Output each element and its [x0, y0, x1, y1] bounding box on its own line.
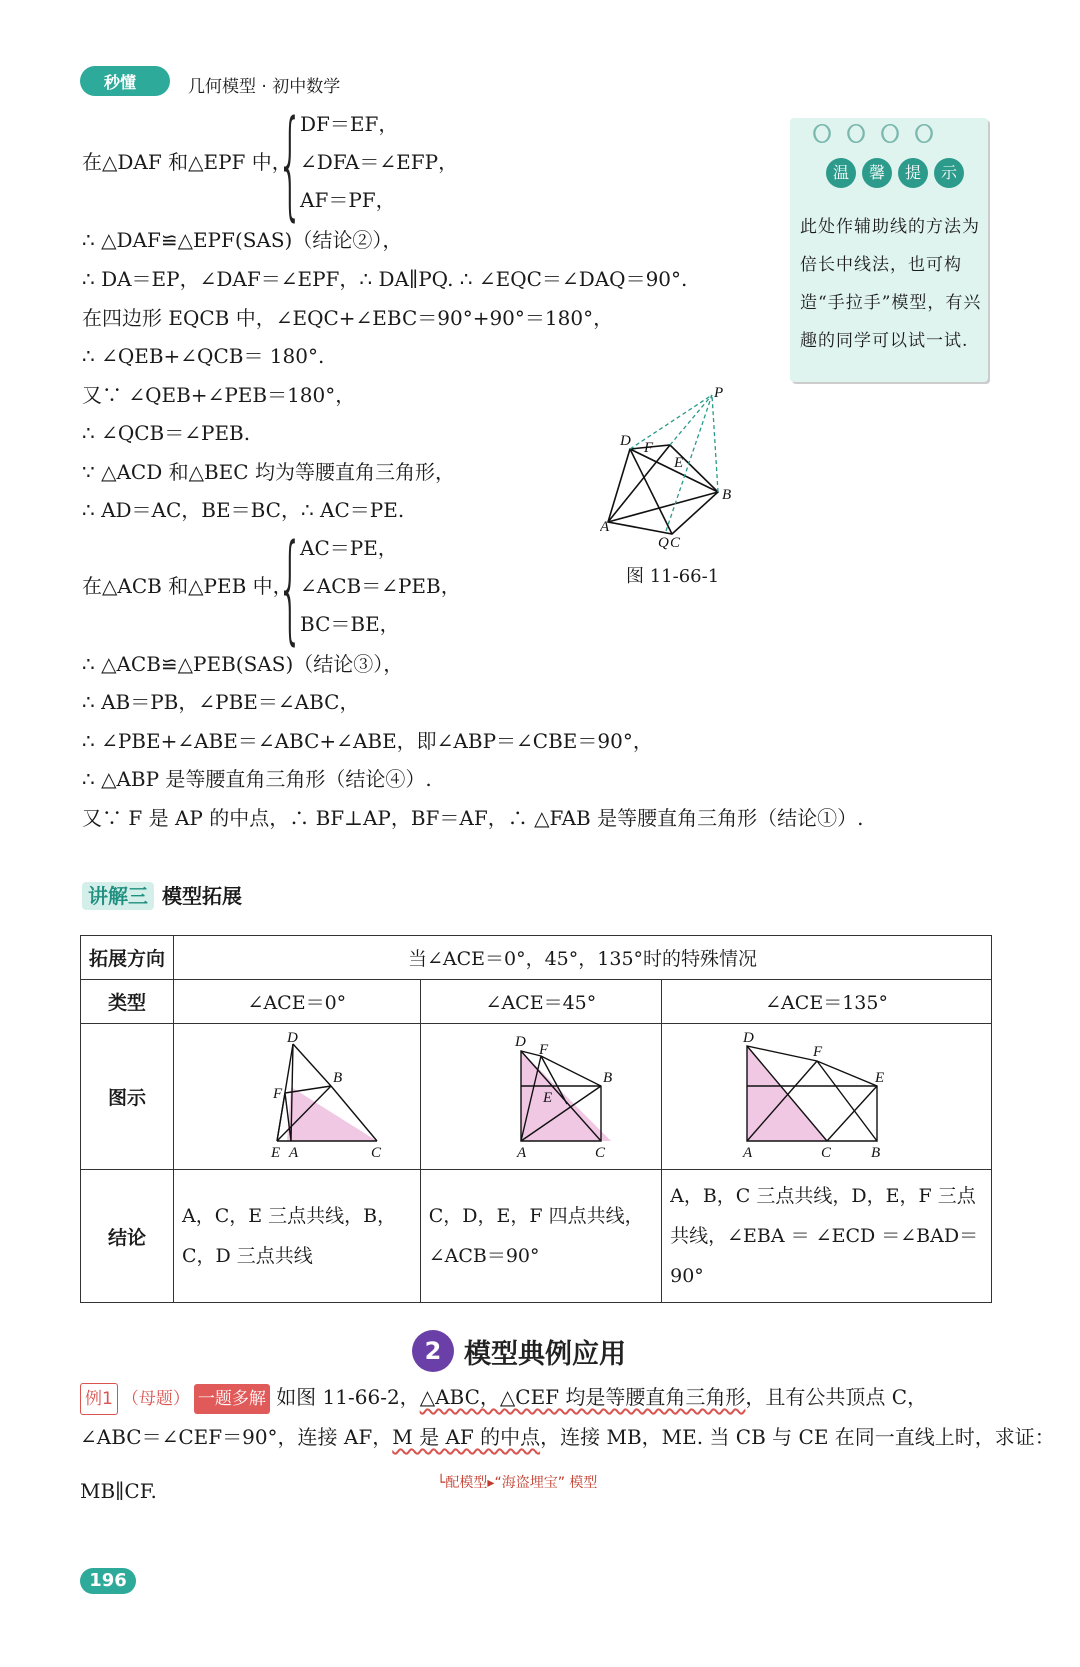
- fig-label: B: [870, 1145, 880, 1161]
- fig1-label: E: [674, 455, 684, 471]
- fig1-dashed: [630, 395, 712, 449]
- fig1-label: P: [714, 385, 724, 401]
- fig1-label: C: [670, 535, 681, 550]
- brace-icon: {: [277, 518, 304, 656]
- section-2-heading: [412, 1330, 626, 1372]
- tip-title-char: 提: [898, 158, 928, 188]
- table-conclusion: C，D，E，F 四点共线，∠ACB＝90°: [420, 1170, 661, 1303]
- proof-sys1-line: AF＝PF，: [300, 188, 396, 212]
- fig1-label: Q: [658, 535, 669, 550]
- proof-line: 又∵ F 是 AP 的中点，∴ BF⊥AP，BF＝AF，∴ △FAB 是等腰直角三角形（结论①）.: [82, 806, 864, 830]
- table-figure-cell: [420, 1024, 661, 1170]
- model-extension-table: [80, 935, 992, 1303]
- brace-icon: {: [277, 94, 304, 232]
- example-text: 如图 11-66-2，: [276, 1385, 420, 1409]
- model-note: └配模型▸“海盗埋宝” 模型: [437, 1475, 598, 1491]
- fig-label: E: [874, 1070, 884, 1086]
- example-multi-solution-tag: 一题多解: [194, 1384, 270, 1414]
- proof-sys1-line: ∠DFA＝∠EFP，: [300, 150, 459, 174]
- proof-sys2-line: AC＝PE，: [300, 536, 398, 560]
- fig-label: F: [538, 1042, 549, 1058]
- table-figure-cell: [174, 1024, 421, 1170]
- fig-label: A: [742, 1145, 752, 1161]
- fig-label: E: [542, 1090, 553, 1106]
- tip-text: 此处作辅助线的方法为倍长中线法，也可构造“手拉手”模型，有兴趣的同学可以试一试.: [800, 217, 982, 351]
- example-text-underlined: △ABC，△CEF 均是等腰直角三角形: [419, 1385, 746, 1409]
- section-2-title: 模型典例应用: [464, 1338, 626, 1370]
- header-logo-badge: [80, 66, 170, 96]
- fig1-label: A: [600, 519, 610, 535]
- tip-title-char: 馨: [862, 158, 892, 188]
- fig-shaded: [521, 1051, 611, 1141]
- figure-caption: 图 11-66-1: [626, 566, 720, 587]
- example-line: MB∥CF.: [80, 1479, 157, 1503]
- fig-line: [827, 1086, 877, 1141]
- section-title: 模型拓展: [162, 884, 242, 908]
- fig-shaded: [287, 1087, 377, 1141]
- fig-label: D: [286, 1030, 298, 1046]
- proof-line: ∴ AD＝AC，BE＝BC，∴ AC＝PE.: [82, 498, 405, 522]
- fig-label: E: [270, 1145, 281, 1161]
- table-type: ∠ACE＝135°: [662, 980, 992, 1024]
- example-tag: 例1: [80, 1383, 118, 1415]
- fig-label: B: [332, 1070, 343, 1086]
- example-text-underlined: M 是 AF 的中点: [392, 1425, 541, 1449]
- figure-ace-0: [197, 1026, 397, 1162]
- table-header-direction: 拓展方向: [81, 936, 174, 980]
- page-number: 196: [80, 1568, 136, 1594]
- table-direction: 当∠ACE＝0°，45°，135°时的特殊情况: [174, 936, 992, 980]
- table-type: ∠ACE＝45°: [420, 980, 661, 1024]
- figure-ace-135: [727, 1026, 927, 1162]
- fig1-label: B: [722, 487, 732, 503]
- proof-line: ∴ AB＝PB，∠PBE＝∠ABC，: [82, 690, 360, 714]
- fig-label: A: [288, 1145, 299, 1161]
- fig-label: F: [272, 1086, 283, 1102]
- proof-line: ∴ DA＝EP，∠DAF＝∠EPF，∴ DA∥PQ. ∴ ∠EQC＝∠DAQ＝90°.: [82, 267, 688, 291]
- table-header-conclusion: 结论: [81, 1170, 174, 1303]
- proof-line: ∴ △ABP 是等腰直角三角形（结论④）.: [82, 767, 432, 791]
- fig-label: B: [602, 1070, 613, 1086]
- proof-line: ∴ ∠QEB+∠QCB＝ 180°.: [82, 344, 325, 368]
- proof-line: ∴ ∠PBE+∠ABE＝∠ABC+∠ABE，即∠ABP＝∠CBE＝90°，: [82, 729, 653, 753]
- section-tag: 讲解三: [82, 882, 154, 910]
- fig-label: A: [516, 1145, 527, 1161]
- section-number-badge: 2: [412, 1330, 454, 1372]
- figure-ace-45: [441, 1026, 641, 1162]
- fig-label: D: [514, 1034, 526, 1050]
- fig-label: C: [370, 1145, 381, 1161]
- table-figure-cell: [662, 1024, 992, 1170]
- tip-rings-icon: ଠଠଠଠ: [812, 116, 949, 151]
- fig1-dashed: [712, 395, 718, 492]
- fig-label: C: [820, 1145, 831, 1161]
- fig-label: C: [594, 1145, 605, 1161]
- example-mother-tag: （母题）: [121, 1389, 190, 1409]
- table-conclusion: A，C，E 三点共线，B，C，D 三点共线: [174, 1170, 421, 1303]
- table-header-type: 类型: [81, 980, 174, 1024]
- proof-line: ∴ ∠QCB＝∠PEB.: [82, 421, 251, 445]
- table-header-figure: 图示: [81, 1024, 174, 1170]
- proof-line: 在四边形 EQCB 中，∠EQC+∠EBC＝90°+90°＝180°，: [82, 306, 614, 330]
- fig1-label: D: [620, 433, 631, 449]
- proof-line: ∵ △ACD 和△BEC 均为等腰直角三角形，: [82, 460, 455, 484]
- proof-sys2-prefix: 在△ACB 和△PEB 中，: [82, 574, 293, 598]
- example-text: ，连接 MB，ME. 当 CB 与 CE 在同一直线上时，求证：: [540, 1425, 1055, 1449]
- tip-title-char: 温: [826, 158, 856, 188]
- tip-title: [826, 158, 964, 188]
- fig1-dashed: [670, 395, 712, 445]
- header-badge-text: 秒懂: [104, 73, 137, 92]
- fig1-dashed: [666, 395, 712, 531]
- proof-sys2-line: BC＝BE，: [300, 612, 400, 636]
- proof-line: ∴ △ACB≌△PEB(SAS)（结论③），: [82, 652, 404, 676]
- fig1-label: F: [644, 440, 654, 456]
- figure-11-66-1: [600, 385, 750, 550]
- fig1-line: [630, 449, 672, 534]
- example-line: [80, 1382, 927, 1415]
- header-title: 几何模型 · 初中数学: [188, 77, 341, 97]
- tip-title-char: 示: [934, 158, 964, 188]
- fig-line: [293, 1044, 331, 1086]
- table-type: ∠ACE＝0°: [174, 980, 421, 1024]
- example-line: [80, 1422, 1055, 1452]
- table-conclusion: A，B，C 三点共线，D，E，F 三点共线，∠EBA ＝ ∠ECD ＝∠BAD＝90°: [662, 1170, 992, 1303]
- section-heading: [82, 880, 242, 909]
- example-text: ，且有公共顶点 C，: [745, 1385, 928, 1409]
- proof-sys1-line: DF＝EF，: [300, 112, 399, 136]
- fig-label: F: [812, 1044, 822, 1060]
- fig1-outline: [608, 445, 718, 534]
- proof-sys2-line: ∠ACB＝∠PEB，: [300, 574, 461, 598]
- proof-line: ∴ △DAF≌△EPF(SAS)（结论②），: [82, 228, 403, 252]
- proof-sys1-prefix: 在△DAF 和△EPF 中，: [82, 150, 292, 174]
- example-text: ∠ABC＝∠CEF＝90°，连接 AF，: [80, 1425, 393, 1449]
- proof-line: 又∵ ∠QEB+∠PEB＝180°，: [82, 383, 356, 407]
- fig-label: D: [742, 1030, 754, 1046]
